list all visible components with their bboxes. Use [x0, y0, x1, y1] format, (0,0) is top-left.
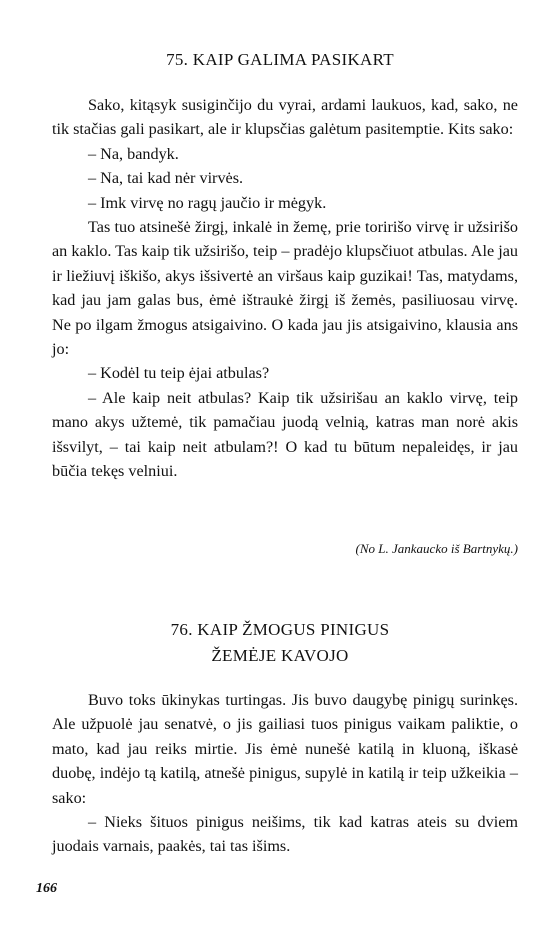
- story-76-title-line2: ŽEMĖJE KAVOJO: [211, 646, 349, 665]
- story-75-title: 75. KAIP GALIMA PASIKART: [166, 50, 394, 69]
- paragraph: Buvo toks ūkinykas turtingas. Jis buvo daugybę pinigų surinkęs. Ale užpuolė jau senatvė, o jis gailiasi tuos pinigus vaikam paliktie, o mato, kad jau reiks mirtie. Jis ėmė nunešė katilą in kluoną, iškasė duobę, indėjo tą katilą, atnešė pinigus, supylė in katilą ir teip užkeikia – sako:: [52, 691, 518, 807]
- dialog-line: – Imk virvę no ragų jaučio ir mėgyk.: [88, 193, 327, 212]
- paragraph: Sako, kitąsyk susiginčijo du vyrai, ardami laukuos, kad, sako, ne tik stačias gali pasikart, ale ir klupsčias galėtum pasitemptie. Kits sako:: [52, 96, 518, 139]
- story-75-body: [52, 93, 518, 484]
- dialog-line: – Na, bandyk.: [88, 144, 179, 163]
- story-76-body: [52, 688, 518, 859]
- dialog-line: – Ale kaip neit atbulas? Kaip tik užsirišau an kaklo virvę, teip mano akys užtemė, tik pamačiau juodą velnią, katras man norė akis išsvilyt, – tai kaip neit atbulam?! O kad tu būtum nepaleidęs, ir jau būčia tekęs velniui.: [52, 388, 518, 481]
- dialog-line: – Na, tai kad nėr virvės.: [88, 169, 244, 188]
- story-76-title-line1: 76. KAIP ŽMOGUS PINIGUS: [170, 620, 390, 639]
- story-75-source: (No L. Jankaucko iš Bartnykų.): [355, 541, 518, 556]
- dialog-line: – Kodėl tu teip ėjai atbulas?: [88, 364, 270, 383]
- page-number: 166: [36, 881, 57, 896]
- paragraph: Tas tuo atsinešė žirgį, inkalė in žemę, prie toririšo virvę ir užsirišo an kaklo. Tas kaip tik užsirišo, teip – pradėjo klupsčiuot atbulas. Ale jau ir liežiuvį iškišo, akys išsivertė an viršaus kaip guzikai! Tas, matydams, kad jau jam galas bus, ėmė ištraukė žirgį iš žemės, pasiliuosau virvę. Ne po ilgam žmogus atsigaivino. O kada jau jis atsigaivino, klausia ans jo:: [52, 218, 518, 359]
- dialog-line: – Nieks šituos pinigus neišims, tik kad katras ateis su dviem juodais varnais, paakės, tai tas išims.: [52, 813, 518, 856]
